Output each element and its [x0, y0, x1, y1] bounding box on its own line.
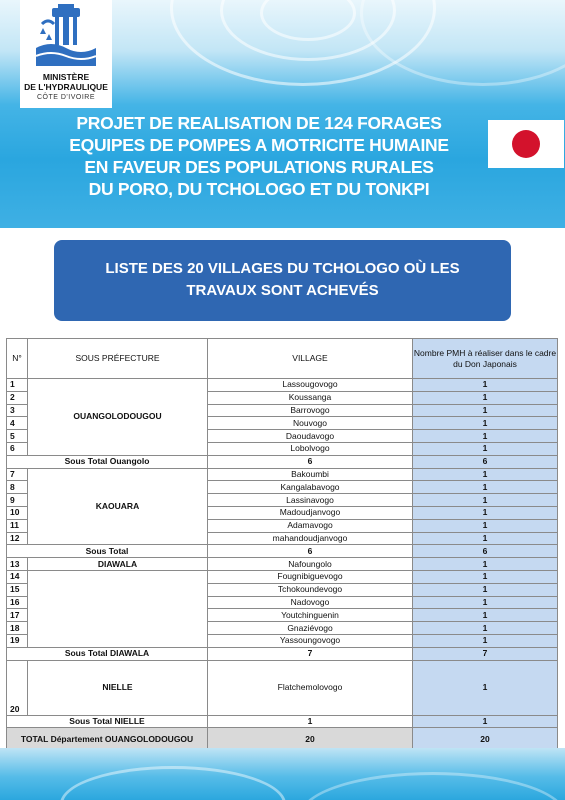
count-cell: 1 [413, 494, 558, 507]
sous-prefecture-cell: OUANGOLODOUGOU [28, 379, 208, 456]
village-cell: Bakoumbi [208, 468, 413, 481]
sous-prefecture-cell: NIELLE [28, 660, 208, 715]
count-cell: 1 [413, 570, 558, 583]
row-num: 18 [7, 622, 28, 635]
footer-water [0, 748, 565, 800]
list-banner [54, 240, 511, 321]
count-cell: 1 [413, 609, 558, 622]
village-cell: Tchokoundevogo [208, 583, 413, 596]
subtotal-row [7, 455, 558, 468]
subtotal-count: 6 [413, 455, 558, 468]
logo-text-ministere: MINISTÈRE [42, 72, 90, 82]
row-num: 17 [7, 609, 28, 622]
subtotal-row [7, 545, 558, 558]
row-num: 10 [7, 506, 28, 519]
row-num: 1 [7, 379, 28, 392]
village-cell: Madoudjanvogo [208, 506, 413, 519]
project-title [24, 112, 494, 200]
water-ripple [300, 772, 565, 800]
village-cell: Gnaziévogo [208, 622, 413, 635]
row-num: 15 [7, 583, 28, 596]
count-cell: 1 [413, 583, 558, 596]
row-num: 8 [7, 481, 28, 494]
row-num: 3 [7, 404, 28, 417]
project-title-line: EN FAVEUR DES POPULATIONS RURALES [84, 157, 434, 177]
row-num: 20 [7, 660, 28, 715]
villages-table [6, 338, 558, 751]
subtotal-count: 7 [413, 647, 558, 660]
row-num: 4 [7, 417, 28, 430]
village-cell: Koussanga [208, 391, 413, 404]
project-title-line: PROJET DE REALISATION DE 124 FORAGES [76, 113, 442, 133]
count-cell: 1 [413, 442, 558, 455]
table-row [7, 660, 558, 715]
village-cell: Adamavogo [208, 519, 413, 532]
subtotal-villages: 7 [208, 647, 413, 660]
village-cell: Lassinavogo [208, 494, 413, 507]
row-num: 2 [7, 391, 28, 404]
row-num: 6 [7, 442, 28, 455]
row-num: 19 [7, 634, 28, 647]
japan-flag [488, 120, 564, 168]
header-banner [0, 0, 565, 228]
project-title-line: DU PORO, DU TCHOLOGO ET DU TONKPI [88, 179, 430, 199]
count-cell: 1 [413, 379, 558, 392]
row-num: 5 [7, 430, 28, 443]
village-cell: Lassougovogo [208, 379, 413, 392]
banner-title [54, 258, 511, 302]
subtotal-count: 1 [413, 715, 558, 728]
header-num: N° [7, 339, 28, 379]
count-cell: 1 [413, 468, 558, 481]
village-cell: Flatchemolovogo [208, 660, 413, 715]
subtotal-label: Sous Total NIELLE [7, 715, 208, 728]
count-cell: 1 [413, 622, 558, 635]
village-cell: Yassoungovogo [208, 634, 413, 647]
subtotal-villages: 6 [208, 455, 413, 468]
subtotal-label: Sous Total Ouangolo [7, 455, 208, 468]
water-ripple [60, 766, 286, 800]
count-cell: 1 [413, 481, 558, 494]
row-num: 11 [7, 519, 28, 532]
header-count: Nombre PMH à réaliser dans le cadre du Don Japonais [413, 339, 558, 379]
subtotal-count: 6 [413, 545, 558, 558]
banner-title-line: TRAVAUX SONT ACHEVÉS [186, 282, 379, 299]
logo-text-country: CÔTE D'IVOIRE [36, 94, 95, 101]
table-row [7, 468, 558, 481]
row-num: 13 [7, 558, 28, 571]
sous-prefecture-cell-empty [28, 570, 208, 647]
logo-text-hydraulique: DE L'HYDRAULIQUE [24, 82, 108, 92]
total-label: TOTAL Département OUANGOLODOUGOU [7, 728, 208, 751]
village-cell: Nouvogo [208, 417, 413, 430]
village-cell: Youtchinguenin [208, 609, 413, 622]
subtotal-villages: 6 [208, 545, 413, 558]
banner-title-line: LISTE DES 20 VILLAGES DU TCHOLOGO OÙ LES [105, 260, 460, 277]
count-cell: 1 [413, 532, 558, 545]
table-header-row [7, 339, 558, 379]
count-cell: 1 [413, 558, 558, 571]
village-cell: mahandoudjanvogo [208, 532, 413, 545]
table-row [7, 558, 558, 571]
flag-red-circle [512, 130, 540, 158]
count-cell: 1 [413, 404, 558, 417]
row-num: 9 [7, 494, 28, 507]
village-cell: Fougnibiguevogo [208, 570, 413, 583]
count-cell: 1 [413, 506, 558, 519]
row-num: 7 [7, 468, 28, 481]
subtotal-label: Sous Total DIAWALA [7, 647, 208, 660]
village-cell: Nafoungolo [208, 558, 413, 571]
header-village: VILLAGE [208, 339, 413, 379]
village-cell: Lobolvogo [208, 442, 413, 455]
village-cell: Nadovogo [208, 596, 413, 609]
village-cell: Daoudavogo [208, 430, 413, 443]
village-cell: Barrovogo [208, 404, 413, 417]
count-cell: 1 [413, 596, 558, 609]
total-villages: 20 [208, 728, 413, 751]
row-num: 14 [7, 570, 28, 583]
village-cell: Kangalabavogo [208, 481, 413, 494]
count-cell: 1 [413, 391, 558, 404]
count-cell: 1 [413, 519, 558, 532]
subtotal-villages: 1 [208, 715, 413, 728]
subtotal-row [7, 715, 558, 728]
project-title-line: EQUIPES DE POMPES A MOTRICITE HUMAINE [69, 135, 449, 155]
sous-prefecture-cell: DIAWALA [28, 558, 208, 571]
ministry-logo [20, 0, 112, 108]
table-row [7, 570, 558, 583]
count-cell: 1 [413, 417, 558, 430]
row-num: 16 [7, 596, 28, 609]
sous-prefecture-cell: KAOUARA [28, 468, 208, 545]
subtotal-label: Sous Total [7, 545, 208, 558]
water-tower-icon [36, 4, 96, 66]
total-count: 20 [413, 728, 558, 751]
count-cell: 1 [413, 430, 558, 443]
count-cell: 1 [413, 660, 558, 715]
header-sous-prefecture: SOUS PRÉFECTURE [28, 339, 208, 379]
count-cell: 1 [413, 634, 558, 647]
table-row [7, 379, 558, 392]
row-num: 12 [7, 532, 28, 545]
water-ripple [360, 0, 565, 86]
subtotal-row [7, 647, 558, 660]
